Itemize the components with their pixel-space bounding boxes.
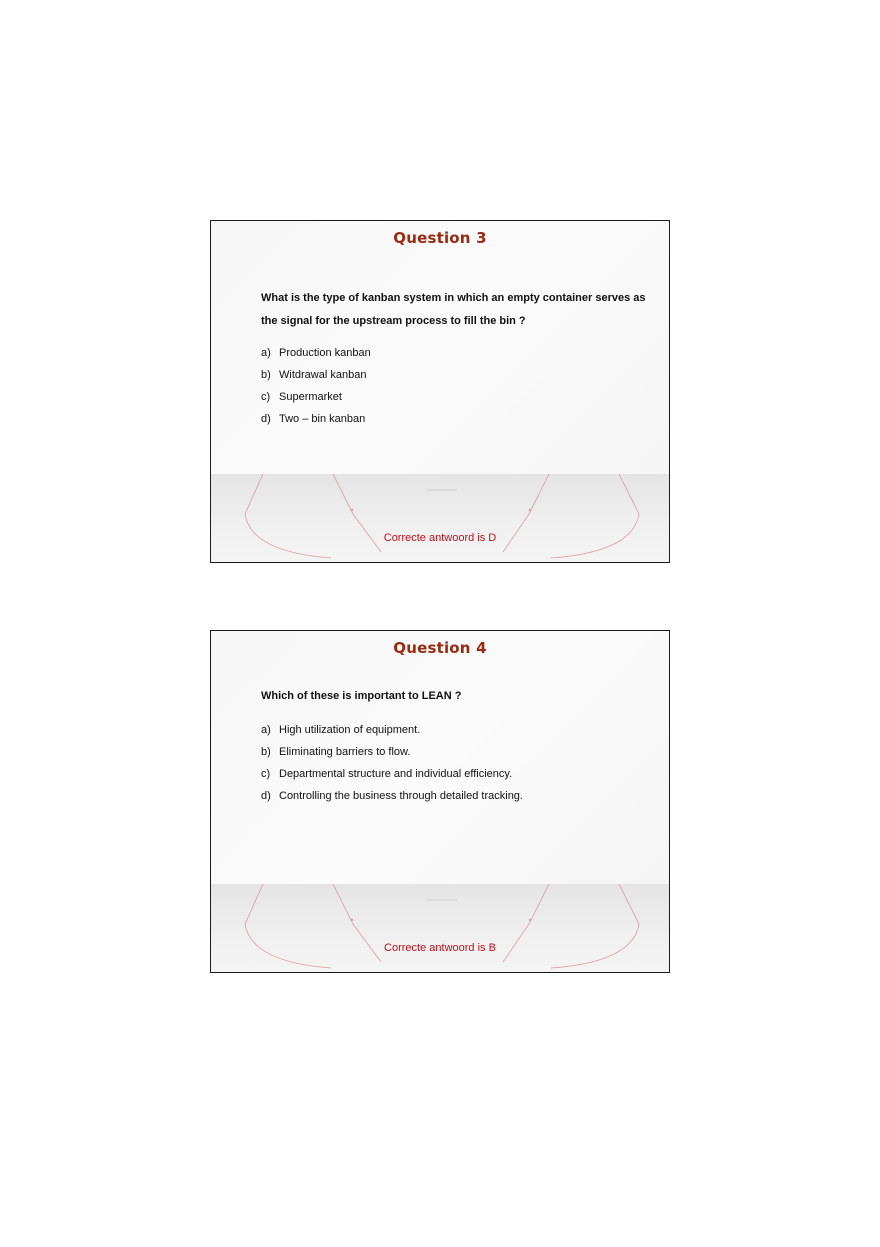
option-c — [261, 386, 655, 408]
slide-title: Question 3 — [393, 229, 487, 247]
option-text: Supermarket — [279, 391, 342, 403]
question-text: Which of these is important to LEAN ? — [261, 690, 462, 702]
option-text: Production kanban — [279, 347, 371, 359]
option-letter: a) — [261, 724, 271, 736]
option-text: High utilization of equipment. — [279, 724, 421, 736]
option-text: Two – bin kanban — [279, 413, 366, 425]
option-letter: c) — [261, 391, 271, 403]
correct-answer: Correcte antwoord is B — [384, 942, 496, 954]
decorative-footer — [211, 474, 669, 562]
option-letter: b) — [261, 369, 271, 381]
question-text: What is the type of kanban system in which an empty container serves as the signal for the upstream process to fill the bin ? — [261, 292, 646, 327]
court-lines-decoration — [211, 474, 670, 562]
option-a — [261, 342, 655, 364]
slide-question-4 — [210, 630, 670, 973]
option-letter: a) — [261, 347, 271, 359]
decorative-footer — [211, 884, 669, 972]
option-letter: b) — [261, 746, 271, 758]
option-c — [261, 763, 655, 785]
court-lines-decoration — [211, 884, 670, 972]
option-text: Eliminating barriers to flow. — [279, 746, 411, 758]
option-b — [261, 741, 655, 763]
option-d — [261, 408, 655, 430]
option-text: Witdrawal kanban — [279, 369, 367, 381]
option-text: Departmental structure and individual efficiency. — [279, 768, 513, 780]
slide-title: Question 4 — [393, 639, 487, 657]
option-letter: d) — [261, 413, 271, 425]
correct-answer: Correcte antwoord is D — [383, 532, 497, 544]
option-d — [261, 785, 655, 807]
option-letter: d) — [261, 790, 271, 802]
option-b — [261, 364, 655, 386]
options-list — [261, 342, 655, 430]
option-text: Controlling the business through detailed tracking. — [279, 790, 523, 802]
options-list — [261, 719, 655, 807]
option-letter: c) — [261, 768, 271, 780]
slide-question-3 — [210, 220, 670, 563]
option-a — [261, 719, 655, 741]
